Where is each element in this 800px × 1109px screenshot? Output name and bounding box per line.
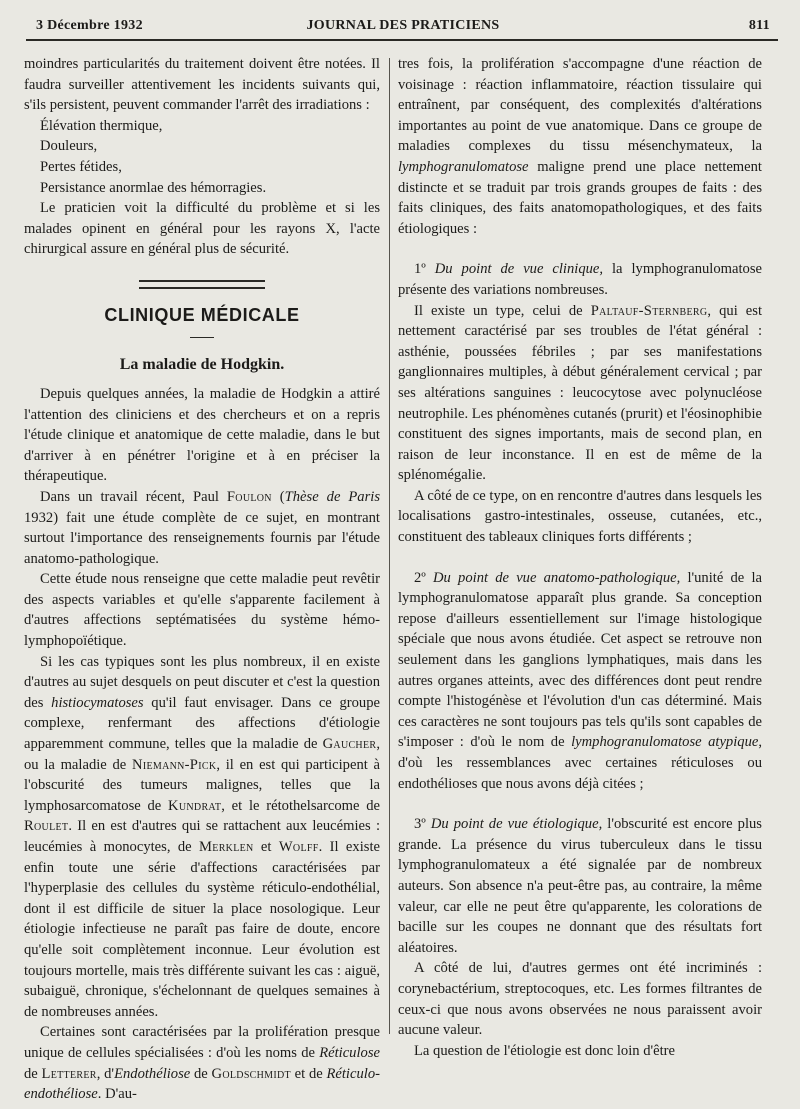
list-item: Douleurs, xyxy=(40,138,98,155)
header-journal-title: JOURNAL DES PRATICIENS xyxy=(306,18,500,33)
term-histiocymatoses: histiocymatoses xyxy=(51,694,144,711)
header-date: 3 Décembre 1932 xyxy=(36,18,143,33)
term-endotheliose: Endothéliose xyxy=(114,1065,191,1082)
paragraph: Il existe un type, celui de Paltauf-Sternberg, qui est nettement caractérisé par ses troubles de l'état général : asthénie, poussées fébriles ; par ses manifestations ganglionnaires multiples, à début généralement cervical ; par ses altérations sanguines : leucocytose avec polynucléose neutrophile. Les phénomènes cutanés (prurit) et l'éosinophibie constituent des signes importants, mais de second plan, en raison de leur inconstance. Il en est de même de la splénomégalie. xyxy=(398,302,762,484)
clinical-point: 1º Du point de vue clinique, la lymphogranulomatose présente des variations nombreuses. xyxy=(398,261,762,298)
point-heading: Du point de vue anatomo-pathologique, xyxy=(433,569,681,586)
thesis-reference: Thèse de Paris xyxy=(284,488,381,505)
paragraph: Cette étude nous renseigne que cette maladie peut revêtir des aspects variables et qu'elle s'apparente facilement à d'autres affections septématisées du système hémo-lymphopoïétique. xyxy=(24,571,380,650)
column-divider xyxy=(389,58,390,1034)
paragraph: Dans un travail récent, Paul Foulon (Thèse de Paris 1932) fait une étude complète de ce sujet, en montrant surtout l'importance des renseignements fournis par l'étude anatomo-pathologique. xyxy=(24,488,381,567)
term-lymphogranulomatose: lymphogranulomatose xyxy=(398,158,529,175)
anatomo-pathological-point: 2º Du point de vue anatomo-pathologique, l'unité de la lymphogranulomatose apparaît plus grande. Sa conception repose d'ailleurs essentiellement sur l'image histologique spéciale que nous avons étudiée. Cet aspect se retrouve non seulement dans les ganglions lymphatiques, mais dans les autres organes atteints, avec des différences dont peut rendre compte l'histogénèse et l'évolution d'un cas déterminé. Mais ces caractères ne sont toujours pas tels qu'ils sont capables de s'imposer : d'où le nom de lymphogranulomatose atypique, d'où les ressemblances avec certaines réticuloses ou endothélioses que nous avons déjà citées ; xyxy=(398,569,762,792)
section-divider xyxy=(139,280,265,289)
list-item: Élévation thermique, xyxy=(40,117,163,134)
section-title: CLINIQUE MÉDICALE xyxy=(104,304,300,325)
paragraph: La question de l'étiologie est donc loin d'être xyxy=(414,1042,675,1059)
intro-paragraph: moindres particularités du traitement doivent être notées. Il faudra surveiller attentivement les incidents suivants qui, s'ils persistent, peuvent commander l'arrêt des irradiations : xyxy=(24,56,380,114)
title-rule xyxy=(190,337,214,338)
header-page-number: 811 xyxy=(748,18,770,33)
term-reticulo-endotheliose: Réticulo-endothéliose xyxy=(24,1065,380,1103)
author-name: Letterer xyxy=(41,1065,97,1082)
author-name: Paltauf-Sternberg xyxy=(590,302,708,319)
author-name: Niemann-Pick xyxy=(132,756,217,773)
author-name: Wolff xyxy=(278,839,319,855)
right-column xyxy=(398,54,762,1061)
term-atypique: lymphogranulomatose atypique xyxy=(571,734,759,751)
running-header xyxy=(36,16,770,40)
left-column xyxy=(24,54,380,1105)
author-name: Kundrat xyxy=(168,797,222,814)
author-name: Foulon xyxy=(226,488,272,505)
paragraph: Si les cas typiques sont les plus nombreux, il en existe d'autres au sujet desquels on peut discuter et c'est la question des histiocymatoses qu'il faut envisager. Dans ce groupe complexe, renfermant des affections d'étiologie apparemment commune, telles que la maladie de Gaucher, ou la maladie de Niemann-Pick, il en est qui participent à l'obscurité des tumeurs malignes, telles que la lymphosarcomatose de Kundrat, et le rétothelsarcome de Roulet. Il en est d'autres qui se rattachent aux leucémies : leucémies à monocytes, de Merklen et Wolff. Il existe enfin toute une série d'affections caractérisées par l'hyperplasie des cellules du système réticulo-endothélial, dont il est difficile de situer la place nosologique. Leur étiologie infectieuse ne paraît pas faire de doute, encore qu'elle soit complètement inconnue. Leur évolution est toujours mortelle, mais très différente suivant les cas : aiguë, subaiguë, chronique, s'échelonnant de quelques semaines à de nombreuses années. xyxy=(24,653,381,1020)
point-heading: Du point de vue étiologique, xyxy=(430,816,603,833)
author-name: Merklen xyxy=(199,839,254,855)
paragraph: Depuis quelques années, la maladie de Hodgkin a attiré l'attention des cliniciens et des chercheurs et on a repris l'étude clinique et anatomique de cette maladie, dans le but d'arriver à en pénétrer l'origine et à en préciser la thérapeutique. xyxy=(24,385,380,485)
conclusion-paragraph: Le praticien voit la difficulté du problème et si les malades opinent en général pour les rayons X, l'acte chirurgical assure en général plus de sécurité. xyxy=(24,200,380,258)
paragraph: Certaines sont caractérisées par la prolifération presque unique de cellules spécialisées : d'où les noms de Réticulose de Letterer, d'Endothéliose de Goldschmidt et de Réticulo-endothéliose. D'au- xyxy=(24,1024,380,1103)
article-title: La maladie de Hodgkin. xyxy=(119,355,285,373)
point-heading: Du point de vue clinique, xyxy=(434,261,604,278)
term-reticulose: Réticulose xyxy=(319,1044,380,1061)
header-rule xyxy=(26,39,778,41)
author-name: Roulet xyxy=(24,818,69,835)
paragraph: A côté de ce type, on en rencontre d'autres dans lesquels les localisations gastro-intestinales, osseuse, cutanées, etc., constituent des tableaux cliniques forts différents ; xyxy=(398,487,762,546)
incident-list xyxy=(24,116,380,198)
etiological-point: 3º Du point de vue étiologique, l'obscurité est encore plus grande. La présence du virus tuberculeux dans le tissu lymphogranulomateux a été signalée par de nombreux auteurs. Son absence n'a peut-être pas, au contraire, la même valeur, car elle ne peut être qu'apparente, les colorations de bacille sur les coupes ne donnant que des résultats fort aléatoires. xyxy=(398,816,762,956)
paragraph: tres fois, la prolifération s'accompagne d'une réaction de voisinage : réaction inflammatoire, réaction tissulaire qui entraînent, par conséquent, des complexités d'altérations importantes au point de vue anatomique. Dans ce groupe de maladies complexes du tissu mésenchymateux, la lymphogranulomatose maligne prend une place nettement distincte et se traduit par trois grands groupes de faits : des faits cliniques, des faits anatomopathologiques, et des faits étiologiques : xyxy=(398,56,762,237)
author-name: Goldschmidt xyxy=(211,1065,291,1082)
list-item: Persistance anormlae des hémorragies. xyxy=(40,179,267,196)
paragraph: A côté de lui, d'autres germes ont été incriminés : corynebactérium, streptocoques, etc. Les formes filtrantes de ceux-ci que nous avons observées ne nous paraissent avoir aucune valeur. xyxy=(398,960,762,1039)
author-name: Gaucher xyxy=(322,736,377,753)
list-item: Pertes fétides, xyxy=(40,158,122,175)
